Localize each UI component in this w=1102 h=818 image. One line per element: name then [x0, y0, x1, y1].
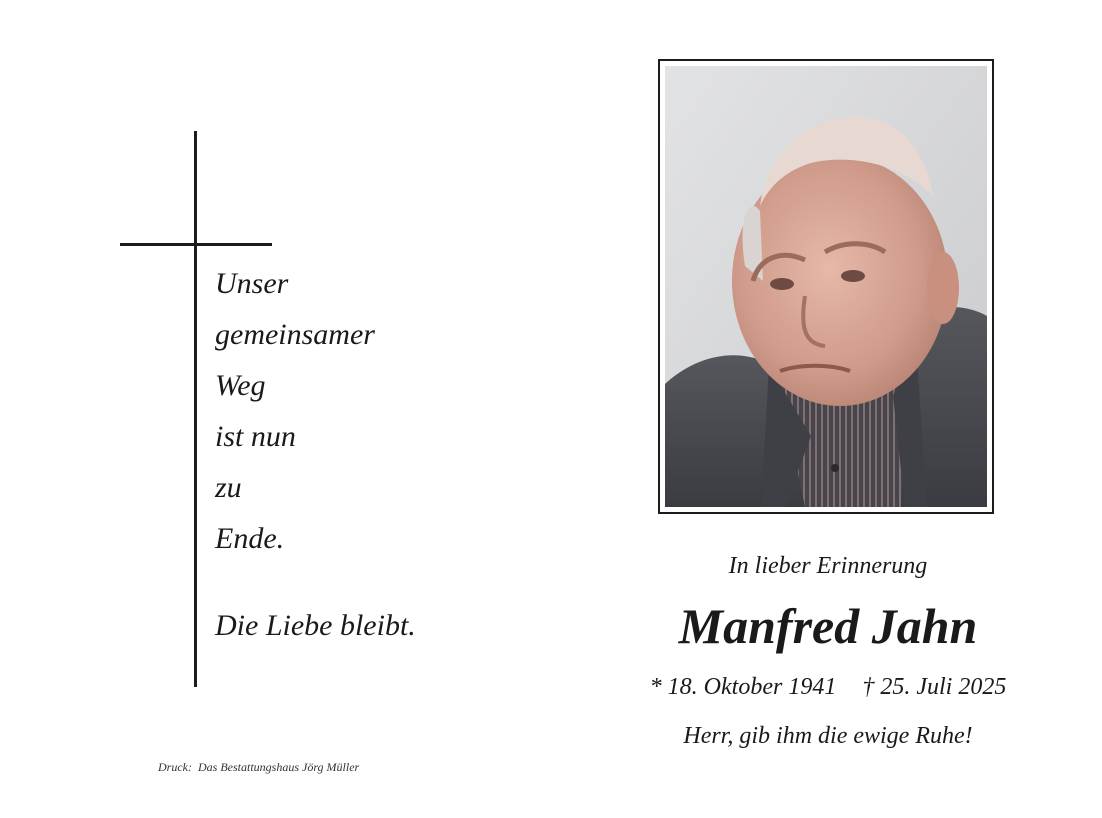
verse-line: Unser [215, 267, 289, 300]
verse-line: Ende. [215, 522, 285, 555]
verse-closing: Die Liebe bleibt. [215, 609, 416, 642]
birth-date: * 18. Oktober 1941 [649, 674, 837, 700]
portrait-photo [665, 66, 987, 507]
death-date: † 25. Juli 2025 [862, 674, 1007, 700]
photo-frame [658, 59, 994, 514]
life-dates [598, 674, 1058, 701]
printer-credit [158, 760, 359, 775]
prayer-line: Herr, gib ihm die ewige Ruhe! [683, 723, 973, 749]
cross-horizontal-bar [120, 243, 272, 246]
printer-name: Das Bestattungshaus Jörg Müller [197, 760, 360, 774]
cross-vertical-bar [194, 131, 197, 687]
verse-line: zu [215, 471, 242, 504]
verse-line: Weg [215, 369, 266, 402]
verse [215, 258, 375, 564]
verse-line: ist nun [215, 420, 296, 453]
portrait-illustration [665, 66, 987, 507]
printer-label: Druck: [158, 760, 192, 774]
verse-line: gemeinsamer [215, 318, 375, 351]
memorial-heading: In lieber Erinnerung [728, 553, 928, 579]
deceased-name: Manfred Jahn [678, 598, 978, 654]
